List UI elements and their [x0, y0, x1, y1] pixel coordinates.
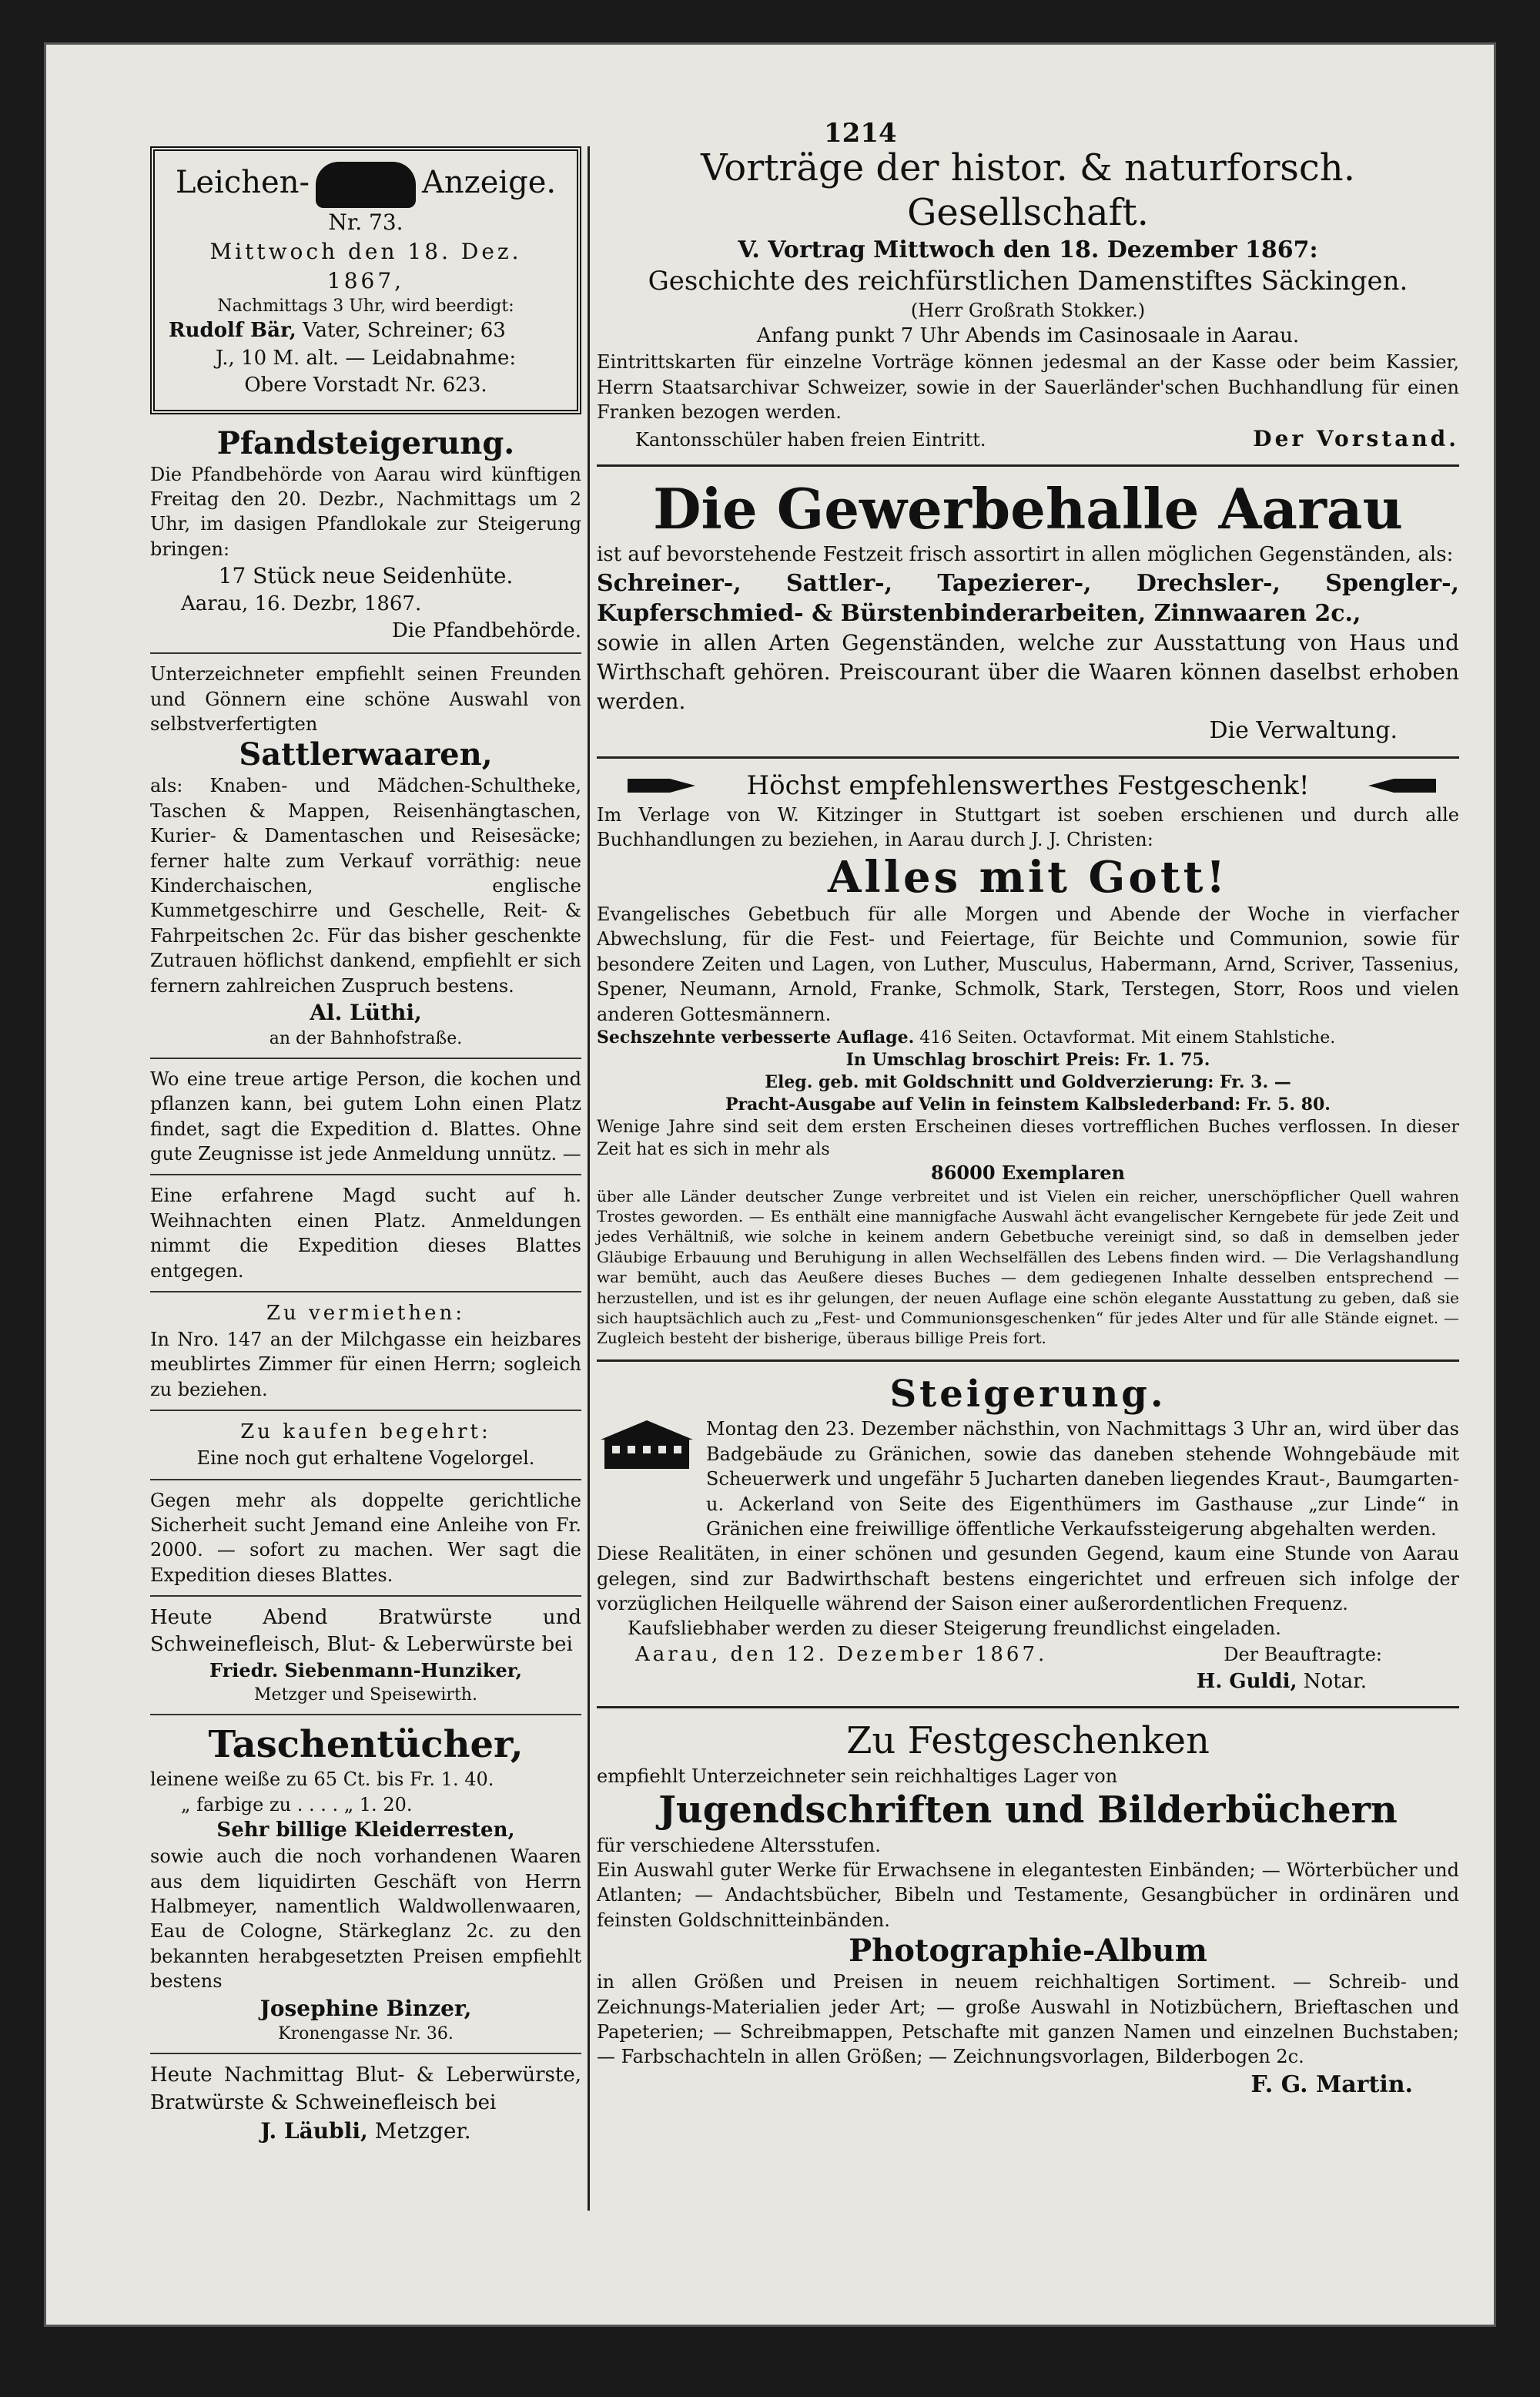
- steigerung-body: [597, 1416, 1459, 1541]
- festgeschenk-price1: In Umschlag broschirt Preis: Fr. 1. 75.: [845, 1050, 1210, 1071]
- leichen-line1: [169, 317, 563, 344]
- sattler-title: Sattlerwaaren,: [239, 736, 493, 773]
- tuecher-address: Kronengasse Nr. 36.: [278, 2024, 454, 2044]
- steigerung-text1: Montag den 23. Dezember nächsthin, von Nachmittags 3 Uhr an, wird über das Badgebäude zu Gränichen, sowie das daneben stehende Wohngebäude mit Scheuerwerk und ungefähr 5 Jucharten daneben liegendes Kraut-, Baumgarten- u. Ackerland von Seite des Eigenthümers im Gasthause „zur Linde“ in Gränichen eine freiwillige öffentliche Verkaufssteigerung abgehalten werden.: [706, 1418, 1459, 1540]
- festgeschenken-text2: in allen Größen und Preisen in neuem reichhaltigen Sortiment. — Schreib- und Zeichnungs-Materialien jeder Art; — große Auswahl in Notizbüchern, Brieftaschen und Papeterien; — Schreibmappen, Petschafte mit ganzen Namen und einzelnen Buchstaben; — Farbschachteln in allen Größen; — Zeichnungsvorlagen, Bilderbogen 2c.: [597, 1971, 1459, 2068]
- divider: [597, 464, 1459, 467]
- festgeschenk-pages: 416 Seiten. Octavformat. Mit einem Stahlstiche.: [919, 1028, 1336, 1048]
- tuecher-sign: Josephine Binzer,: [259, 1995, 472, 2021]
- steigerung-date: Aarau, den 12. Dezember 1867.: [635, 1642, 1048, 1666]
- festgeschenk-price3: Pracht-Ausgabe auf Velin in feinstem Kalbslederband: Fr. 5. 80.: [725, 1095, 1331, 1115]
- kaufen-text: Eine noch gut erhaltene Vogelorgel.: [196, 1447, 535, 1470]
- festgeschenken-ages: für verschiedene Altersstufen.: [597, 1834, 881, 1856]
- vortraege-speaker: (Herr Großrath Stokker.): [910, 299, 1146, 321]
- laeubli-sign-line: [150, 2117, 581, 2146]
- festgeschenken-text1: Ein Auswahl guter Werke für Erwachsene in elegantesten Einbänden; — Wörterbücher und Atlanten; — Andachtsbücher, Bibeln und Testamente, Gesangbücher in ordinären und feinsten Goldschnitteinbänden.: [597, 1859, 1459, 1931]
- gewerbe-title: Die Gewerbehalle Aarau: [653, 476, 1403, 542]
- bratwurst-name: Friedr. Siebenmann-Hunziker,: [209, 1659, 523, 1682]
- tuecher-line2: „ farbige zu . . . . „ 1. 20.: [181, 1793, 413, 1815]
- vermiethen-text: In Nro. 147 an der Milchgasse ein heizbares meublirtes Zimmer für einen Herrn; sogleich zu beziehen.: [150, 1328, 581, 1400]
- festgeschenk-header: [597, 769, 1459, 803]
- vermiethen-title: Zu vermiethen:: [266, 1301, 466, 1325]
- vortraege-sign: Der Vorstand.: [1253, 426, 1459, 452]
- leichen-date: Mittwoch den 18. Dez. 1867,: [209, 238, 522, 293]
- vortraege-text: Eintrittskarten für einzelne Vorträge können jedesmal an der Kasse oder beim Kassier, Herrn Staatsarchivar Schweizer, sowie in der Sauerländer'schen Buchhandlung für einen Franken bezogen werden.: [597, 351, 1459, 423]
- festgeschenk-copies: 86000 Exemplaren: [931, 1162, 1125, 1185]
- divider: [150, 1174, 581, 1175]
- anleihe-text: Gegen mehr als doppelte gerichtliche Sicherheit sucht Jemand eine Anleihe von Fr. 2000. — sofort zu machen. Wer sagt die Expedition dieses Blattes.: [150, 1489, 581, 1586]
- page-number: 1214: [824, 118, 897, 149]
- steigerung-text2: Diese Realitäten, in einer schönen und gesunden Gegend, kaum eine Stunde von Aarau gelegen, sind zur Badwirthschaft bestens eingerichtet und erfreuen sich infolge der vorzüglichen Heilquelle während der Saison einer außerordentlichen Frequenz.: [597, 1543, 1459, 1615]
- leichen-line1-text: Vater, Schreiner; 63: [296, 319, 506, 343]
- festgeschenk-text2: Wenige Jahre sind seit dem ersten Erscheinen dieses vortrefflichen Buches verflossen. In dieser Zeit hat es sich in mehr als: [597, 1118, 1459, 1160]
- tuecher-title: Taschentücher,: [208, 1722, 524, 1766]
- steigerung-agent: Der Beauftragte:: [1224, 1643, 1382, 1665]
- steigerung-sign-line: [597, 1668, 1459, 1695]
- steigerung-role: Notar.: [1303, 1669, 1367, 1693]
- festgeschenken-title: Zu Festgeschenken: [846, 1719, 1210, 1763]
- leichen-title-b: Anzeige.: [421, 165, 557, 200]
- divider: [150, 1410, 581, 1411]
- leichen-anzeige: [150, 146, 581, 414]
- vortraege-footer: [597, 424, 1459, 454]
- tuecher-bold: Sehr billige Kleiderresten,: [216, 1819, 515, 1842]
- divider: [597, 1706, 1459, 1708]
- vortraege-title: Vorträge der histor. & naturforsch. Gesellschaft.: [701, 146, 1355, 234]
- pfand-sign: Die Pfandbehörde.: [392, 619, 581, 643]
- laeubli-sign: J. Läubli,: [260, 2117, 368, 2144]
- divider: [150, 1058, 581, 1059]
- gewerbe-bold: Schreiner-, Sattler-, Tapezierer-, Drechsler-, Spengler-, Kupferschmied- & Bürstenbinderarbeiten, Zinnwaaren 2c.,: [597, 570, 1459, 628]
- laeubli-role: Metzger.: [374, 2117, 471, 2144]
- festgeschenk-book: Alles mit Gott!: [827, 851, 1229, 903]
- divider: [597, 1359, 1459, 1362]
- festgeschenken-intro: empfiehlt Unterzeichneter sein reichhaltiges Lager von: [597, 1765, 1118, 1787]
- bratwurst-role: Metzger und Speisewirth.: [254, 1685, 477, 1705]
- magd-ad-2: Eine erfahrene Magd sucht auf h. Weihnachten einen Platz. Anmeldungen nimmt die Expedition dieses Blattes entgegen.: [150, 1185, 581, 1282]
- magd-ad-1: Wo eine treue artige Person, die kochen und pflanzen kann, bei gutem Lohn einen Platz findet, sagt die Expedition d. Blattes. Ohne gute Zeugnisse ist jede Anmeldung unnütz. —: [150, 1068, 581, 1165]
- gewerbe-text1: ist auf bevorstehende Festzeit frisch assortirt in allen möglichen Gegenständen, als:: [597, 542, 1454, 566]
- left-column: [150, 146, 581, 2145]
- divider: [150, 652, 581, 654]
- sattler-sign: Al. Lüthi,: [310, 999, 422, 1025]
- leichen-line2: J., 10 M. alt. — Leidabnahme:: [215, 346, 517, 370]
- gewerbe-sign: Die Verwaltung.: [1209, 717, 1398, 745]
- gewerbe-text2: sowie in allen Arten Gegenständen, welche zur Ausstattung von Haus und Wirthschaft gehören. Preiscourant über die Waaren können daselbst erhoben werden.: [597, 630, 1459, 714]
- festgeschenk-intro: Im Verlage von W. Kitzinger in Stuttgart ist soeben erschienen und durch alle Buchhandlungen zu beziehen, in Aarau durch J. J. Christen:: [597, 803, 1459, 851]
- steigerung-text3: Kaufsliebhaber werden zu dieser Steigerung freundlichst eingeladen.: [628, 1618, 1281, 1640]
- steigerung-footer: [597, 1641, 1459, 1668]
- pointing-hand-right-icon: [628, 773, 697, 799]
- sattler-intro: Unterzeichneter empfiehlt seinen Freunden und Gönnern eine schöne Auswahl von selbstverfertigten: [150, 663, 581, 736]
- divider: [150, 1714, 581, 1715]
- divider: [150, 1479, 581, 1480]
- laeubli-text: Heute Nachmittag Blut- & Leberwürste, Bratwürste & Schweinefleisch bei: [150, 2063, 581, 2114]
- pfand-item: 17 Stück neue Seidenhüte.: [218, 563, 514, 589]
- festgeschenk-edition-line: [597, 1027, 1459, 1049]
- vortraege-sub: V. Vortrag Mittwoch den 18. Dezember 1867:: [738, 236, 1318, 264]
- festgeschenken-album: Photographie-Album: [849, 1933, 1207, 1970]
- leichen-nr: Nr. 73.: [328, 210, 403, 235]
- bratwurst-text: Heute Abend Bratwürste und Schweinefleisch, Blut- & Leberwürste bei: [150, 1606, 581, 1657]
- vortraege-topic: Geschichte des reichfürstlichen Damenstiftes Säckingen.: [648, 266, 1408, 297]
- pointing-hand-left-icon: [1367, 773, 1436, 799]
- leichen-line3: Obere Vorstadt Nr. 623.: [244, 373, 487, 397]
- divider: [150, 1291, 581, 1292]
- pfand-title: Pfandsteigerung.: [216, 424, 515, 461]
- vortraege-free: Kantonsschüler haben freien Eintritt.: [635, 429, 986, 451]
- right-column: [597, 146, 1459, 2100]
- steigerung-title: Steigerung.: [889, 1372, 1167, 1416]
- festgeschenk-price2: Eleg. geb. mit Goldschnitt und Goldverzierung: Fr. 3. —: [765, 1072, 1291, 1093]
- divider: [150, 2053, 581, 2054]
- festgeschenk-text: Evangelisches Gebetbuch für alle Morgen und Abende der Woche in vierfacher Abwechslung, für die Fest- und Feiertage, für Beichte und Communion, sowie für besondere Zeiten und Lagen, von Luther, Musculus, Habermann, Arnd, Scriver, Tassenius, Spener, Neumann, Arnold, Franke, Schmolk, Stark, Terstegen, Storr, Roos und vielen anderen Gottesmännern.: [597, 903, 1459, 1025]
- festgeschenken-sign: F. G. Martin.: [1250, 2070, 1413, 2098]
- coffin-icon: [316, 162, 416, 208]
- divider: [597, 756, 1459, 759]
- vortraege-start: Anfang punkt 7 Uhr Abends im Casinosaale in Aarau.: [756, 324, 1300, 348]
- steigerung-sign: H. Guldi,: [1196, 1669, 1297, 1693]
- divider: [150, 1595, 581, 1597]
- sattler-sign-line: [150, 998, 581, 1028]
- pfand-date: Aarau, 16. Dezbr, 1867.: [181, 592, 422, 616]
- column-divider: [588, 146, 590, 2211]
- kaufen-title: Zu kaufen begehrt:: [240, 1420, 491, 1444]
- sattler-address: an der Bahnhofstraße.: [269, 1028, 463, 1048]
- festgeschenk-text3: über alle Länder deutscher Zunge verbreitet und ist Vielen ein reicher, unerschöpflicher Quell wahren Trostes geworden. — Es enthält eine mannigfache Auswahl ächt evangelischer Kerngebete für jede Zeit und jedes Verhältniß, wie solche in keinem andern Gebetbuche vereinigt sind, so daß in demselben jeder Gläubige Erbauung und Beruhigung in allen Wechselfällen des Lebens finden wird. — Die Verlagshandlung war bemüht, auch das Aeußere dieses Buches — dem gediegenen Inhalte desselben entsprechend — herzustellen, und ist es ihr gelungen, der neuen Auflage eine schön elegante Ausstattung zu geben, daß sie sich hauptsächlich auch zu „Fest- und Communionsgeschenken“ für jedes Alter und für alle Stände eignet. — Zugleich besteht der bisherige, überaus billige Preis fort.: [597, 1186, 1459, 1348]
- tuecher-text: sowie auch die noch vorhandenen Waaren aus dem liquidirten Geschäft von Herrn Halbmeyer, namentlich Waldwollenwaaren, Eau de Cologne, Stärkeglanz 2c. zu den bekannten herabgesetzten Preisen empfiehlt bestens: [150, 1846, 581, 1993]
- leichen-title-a: Leichen-: [175, 165, 310, 200]
- festgeschenk-edition: Sechszehnte verbesserte Auflage.: [597, 1028, 915, 1048]
- tuecher-line1: leinene weiße zu 65 Ct. bis Fr. 1. 40.: [150, 1768, 494, 1791]
- festgeschenken-big: Jugendschriften und Bilderbüchern: [658, 1789, 1398, 1832]
- festgeschenk-title: Höchst empfehlenswerthes Festgeschenk!: [746, 770, 1310, 802]
- leichen-time: Nachmittags 3 Uhr, wird beerdigt:: [217, 297, 514, 317]
- leichen-name: Rudolf Bär,: [169, 319, 296, 343]
- leichen-title: [169, 162, 563, 208]
- bathhouse-icon: [597, 1416, 697, 1470]
- sattler-text: als: Knaben- und Mädchen-Schultheke, Taschen & Mappen, Reisenhängtaschen, Kurier- & Damentaschen und Reisesäcke; ferner halte zum Verkauf vorräthig: neue Kinderchaischen, englische Kummetgeschirre und Geschelle, Reit- & Fahrpeitschen 2c. Für das bisher geschenkte Zutrauen höflichst dankend, empfiehlt er sich fernern zahlreichen Zuspruch bestens.: [150, 775, 581, 997]
- pfand-text: Die Pfandbehörde von Aarau wird künftigen Freitag den 20. Dezbr., Nachmittags um 2 Uhr, im dasigen Pfandlokale zur Steigerung bringen:: [150, 463, 581, 560]
